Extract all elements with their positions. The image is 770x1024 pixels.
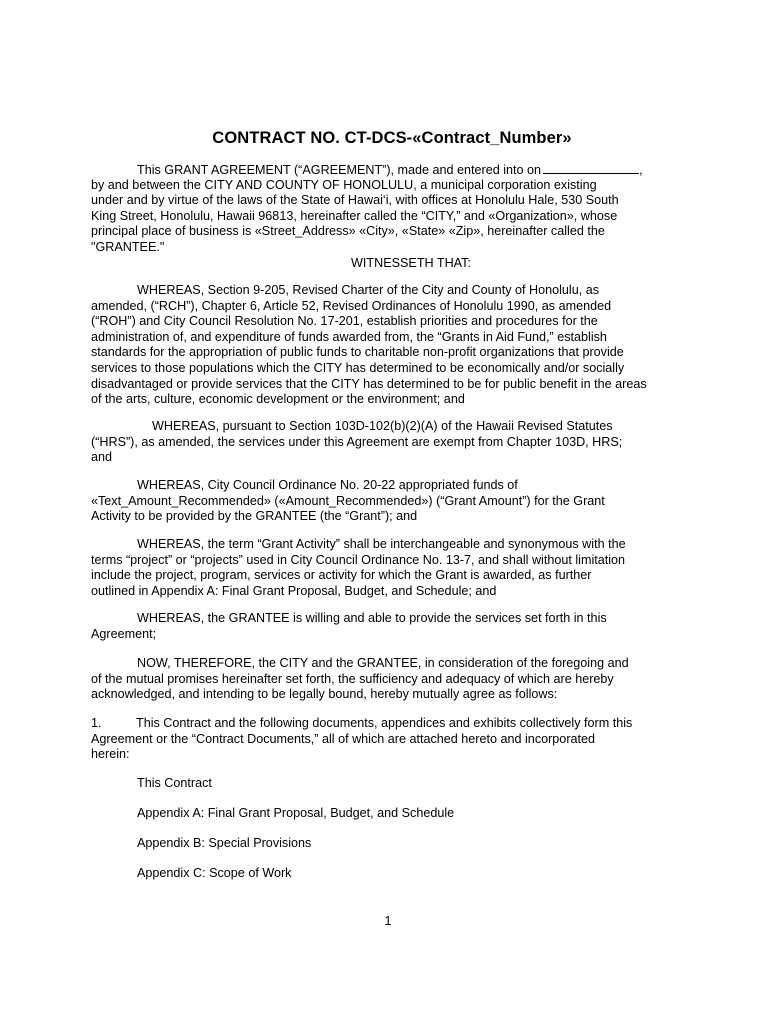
whereas-line: terms “project” or “projects” used in City Council Ordinance No. 13-7, and shall without limitation bbox=[91, 552, 626, 567]
whereas-line: services to those populations which the CITY has determined to be economically and/or socially bbox=[91, 360, 625, 375]
whereas-paragraph-3 bbox=[91, 478, 691, 525]
whereas-line: and bbox=[91, 450, 113, 465]
now-therefore-paragraph bbox=[91, 656, 691, 703]
whereas-paragraph-1 bbox=[91, 283, 691, 408]
now-therefore-line: NOW, THEREFORE, the CITY and the GRANTEE, in consideration of the foregoing and bbox=[137, 656, 629, 670]
whereas-line: (“HRS”), as amended, the services under this Agreement are exempt from Chapter 103D, HRS; bbox=[91, 434, 623, 449]
document-list-item-text: This Contract bbox=[137, 776, 212, 790]
page-number: 1 bbox=[384, 914, 392, 928]
section-1-line: Agreement or the “Contract Documents,” all of which are attached hereto and incorporated bbox=[91, 731, 596, 746]
whereas-line: (“ROH”) and City Council Resolution No. 17-201, establish priorities and procedures for the bbox=[91, 314, 598, 329]
intro-line-1-comma: , bbox=[639, 163, 643, 177]
document-list-item bbox=[91, 836, 691, 852]
section-number: 1. bbox=[91, 716, 102, 730]
whereas-line: WHEREAS, the GRANTEE is willing and able to provide the services set forth in this bbox=[137, 611, 607, 625]
now-therefore-line: of the mutual promises hereinafter set forth, the sufficiency and adequacy of which are hereby bbox=[91, 671, 614, 686]
whereas-line: WHEREAS, the term “Grant Activity” shall be interchangeable and synonymous with the bbox=[137, 537, 626, 551]
witnesseth-heading: WITNESSETH THAT: bbox=[351, 255, 471, 270]
whereas-line: Activity to be provided by the GRANTEE (the “Grant”); and bbox=[91, 509, 418, 524]
whereas-paragraph-2 bbox=[91, 419, 691, 466]
whereas-paragraph-4 bbox=[91, 537, 691, 599]
section-1-first-text: This Contract and the following documents, appendices and exhibits collectively form this bbox=[136, 716, 633, 730]
intro-line: King Street, Honolulu, Hawaii 96813, hereinafter called the “CITY,” and «Organization», whose bbox=[91, 208, 618, 223]
whereas-line: standards for the appropriation of public funds to charitable non-profit organizations that provide bbox=[91, 345, 624, 360]
whereas-line: Agreement; bbox=[91, 626, 157, 641]
document-list-item bbox=[91, 806, 691, 822]
whereas-paragraph-5 bbox=[91, 611, 691, 642]
whereas-line: WHEREAS, pursuant to Section 103D-102(b)(2)(A) of the Hawaii Revised Statutes bbox=[152, 419, 613, 433]
whereas-line: administration of, and expenditure of funds awarded from, the “Grants in Aid Fund,” establish bbox=[91, 329, 607, 344]
intro-paragraph bbox=[91, 162, 691, 271]
whereas-line: WHEREAS, Section 9-205, Revised Charter of the City and County of Honolulu, as bbox=[137, 283, 599, 297]
intro-line-1 bbox=[91, 162, 691, 178]
contract-title: CONTRACT NO. CT-DCS-«Contract_Number» bbox=[212, 129, 572, 147]
whereas-line: outlined in Appendix A: Final Grant Proposal, Budget, and Schedule; and bbox=[91, 583, 497, 598]
whereas-line: include the project, program, services or activity for which the Grant is awarded, as further bbox=[91, 568, 592, 583]
document-list-item-text: Appendix B: Special Provisions bbox=[137, 836, 312, 850]
whereas-line: «Text_Amount_Recommended» («Amount_Recommended») (“Grant Amount”) for the Grant bbox=[91, 493, 605, 508]
date-blank-field bbox=[543, 162, 639, 174]
document-list-item-text: Appendix A: Final Grant Proposal, Budget, and Schedule bbox=[137, 806, 455, 820]
now-therefore-line: acknowledged, and intending to be legally bound, hereby mutually agree as follows: bbox=[91, 687, 558, 702]
document-list-item bbox=[91, 776, 691, 792]
whereas-line: disadvantaged or provide services that the CITY has determined to be for public benefit in the areas bbox=[91, 376, 647, 391]
intro-line: "GRANTEE." bbox=[91, 239, 165, 254]
section-1-line: herein: bbox=[91, 747, 130, 762]
intro-line: under and by virtue of the laws of the State of Hawai‘i, with offices at Honolulu Hale, 530 South bbox=[91, 193, 619, 208]
whereas-line: of the arts, culture, economic development or the environment; and bbox=[91, 392, 465, 407]
intro-line: by and between the CITY AND COUNTY OF HONOLULU, a municipal corporation existing bbox=[91, 177, 597, 192]
document-list-item bbox=[91, 866, 691, 882]
document-list-item-text: Appendix C: Scope of Work bbox=[137, 866, 292, 880]
whereas-line: amended, (“RCH”), Chapter 6, Article 52, Revised Ordinances of Honolulu 1990, as amended bbox=[91, 298, 612, 313]
section-1-first-line bbox=[91, 716, 691, 732]
intro-line-1-text: This GRANT AGREEMENT (“AGREEMENT”), made and entered into on bbox=[137, 163, 542, 177]
intro-line: principal place of business is «Street_Address» «City», «State» «Zip», hereinafter called the bbox=[91, 224, 605, 239]
whereas-line: WHEREAS, City Council Ordinance No. 20-22 appropriated funds of bbox=[137, 478, 518, 492]
section-1-paragraph bbox=[91, 716, 691, 763]
